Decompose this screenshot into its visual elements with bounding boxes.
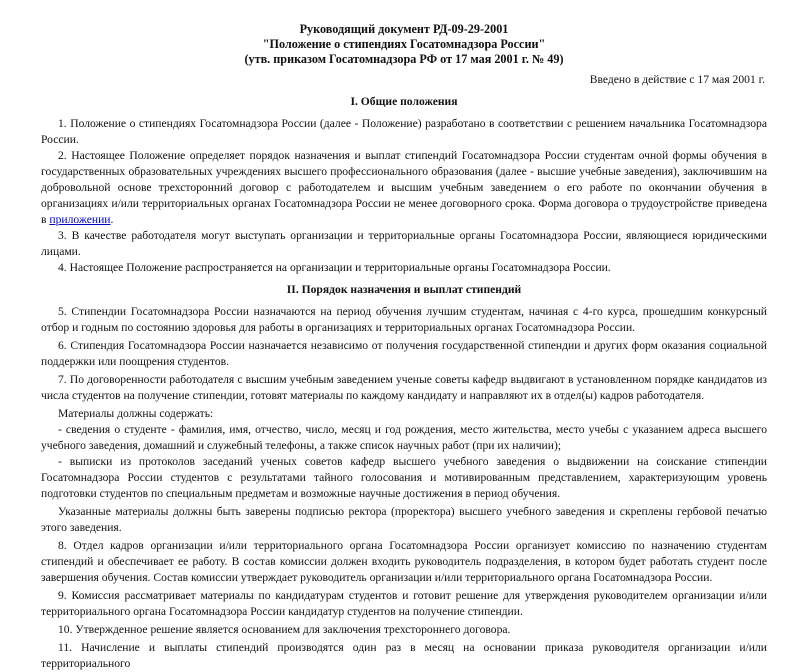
paragraph-8: 8. Отдел кадров организации и/или территориального органа Госатомнадзора России организует комиссию по назначению студентам стипендий и обеспечивает ее работу. В состав комиссии должен входить руководитель подразделения, в котором будет работать студент после завершения обучения. Состав комиссии утверждает руководитель организации и/или территориального органа Госатомнадзора России. [41,539,767,584]
paragraph-7: 7. По договоренности работодателя с высшим учебным заведением ученые советы кафедр выдвигают в установленном порядке кандидатов из числа студентов на получение стипендии, готовят материалы по каждому кандидату и направляют их в отдел(ы) кадров работодателя. [41,373,767,402]
section-heading-general: I. Общие положения [350,95,458,108]
title-line-1: Руководящий документ РД-09-29-2001 [299,22,509,36]
paragraph-5: 5. Стипендии Госатомнадзора России назначаются на период обучения лучшим студентам, начиная с 4-го курса, прошедшим конкурсный отбор и годным по состоянию здоровья для работы в организациях и территориальных органах Госатомнадзора России. [41,305,767,334]
paragraph-4: 4. Настоящее Положение распространяется на организации и территориальные органы Госатомнадзора России. [58,261,611,274]
title-line-2: "Положение о стипендиях Госатомнадзора России" [262,37,546,51]
materials-item-2: - выписки из протоколов заседаний ученых советов кафедр высшего учебного заведения о выдвижении на соискание стипендии Госатомнадзора России студентов с результатами тайного голосования и мотивированным представлением, характеризующим уровень подготовки студентов по специальным предметам и возможные научные достижения в период обучения. [41,455,767,500]
paragraph-9: 9. Комиссия рассматривает материалы по кандидатурам студентов и готовит решение для утверждения руководителем организации и/или территориального органа Госатомнадзора России кандидатур студентов на получение стипендии. [41,589,767,618]
paragraph-1: 1. Положение о стипендиях Госатомнадзора России (далее - Положение) разработано в соответствии с решением начальника Госатомнадзора России. [41,117,767,146]
paragraph-2-text: 2. Настоящее Положение определяет порядок назначения и выплат стипендий Госатомнадзора России студентам очной формы обучения в государственных образовательных учреждениях высшего профессионального образования (далее - высшие учебные заведения), заключившим на добровольной основе трехсторонний договор с работодателем и высшим учебным заведением о его работе по окончании обучения в организациях и/или территориальных органах Госатомнадзора России не менее договорного срока. Форма договора о трудоустройстве приведена в [41,149,767,226]
materials-intro: Материалы должны содержать: [58,407,214,420]
section-heading-procedure: II. Порядок назначения и выплат стипендий [286,283,522,296]
appendix-link[interactable]: приложении [49,213,111,226]
paragraph-2 [41,148,767,228]
paragraph-2-end: . [110,213,114,226]
title-line-3: (утв. приказом Госатомнадзора РФ от 17 мая 2001 г. № 49) [244,52,564,66]
document-title [41,22,767,67]
paragraph-11: 11. Начисление и выплаты стипендий производятся один раз в месяц на основании приказа руководителя организации и/или территориального [41,641,767,670]
paragraph-10: 10. Утвержденное решение является основанием для заключения трехстороннего договора. [58,623,511,636]
effective-date: Введено в действие с 17 мая 2001 г. [589,73,765,86]
materials-item-1: - сведения о студенте - фамилия, имя, отчество, число, месяц и год рождения, место жительства, место учебы с указанием адреса высшего учебного заведения, домашний и служебный телефоны, а также список научных работ (при их наличии); [41,423,767,452]
materials-certification: Указанные материалы должны быть заверены подписью ректора (проректора) высшего учебного заведения и скреплены гербовой печатью этого заведения. [41,505,767,534]
paragraph-6: 6. Стипендия Госатомнадзора России назначается независимо от получения государственной стипендии и других форм оказания социальной поддержки или поощрения студентов. [41,339,767,368]
paragraph-3: 3. В качестве работодателя могут выступать организации и территориальные органы Госатомнадзора России, являющиеся юридическими лицами. [41,229,767,258]
